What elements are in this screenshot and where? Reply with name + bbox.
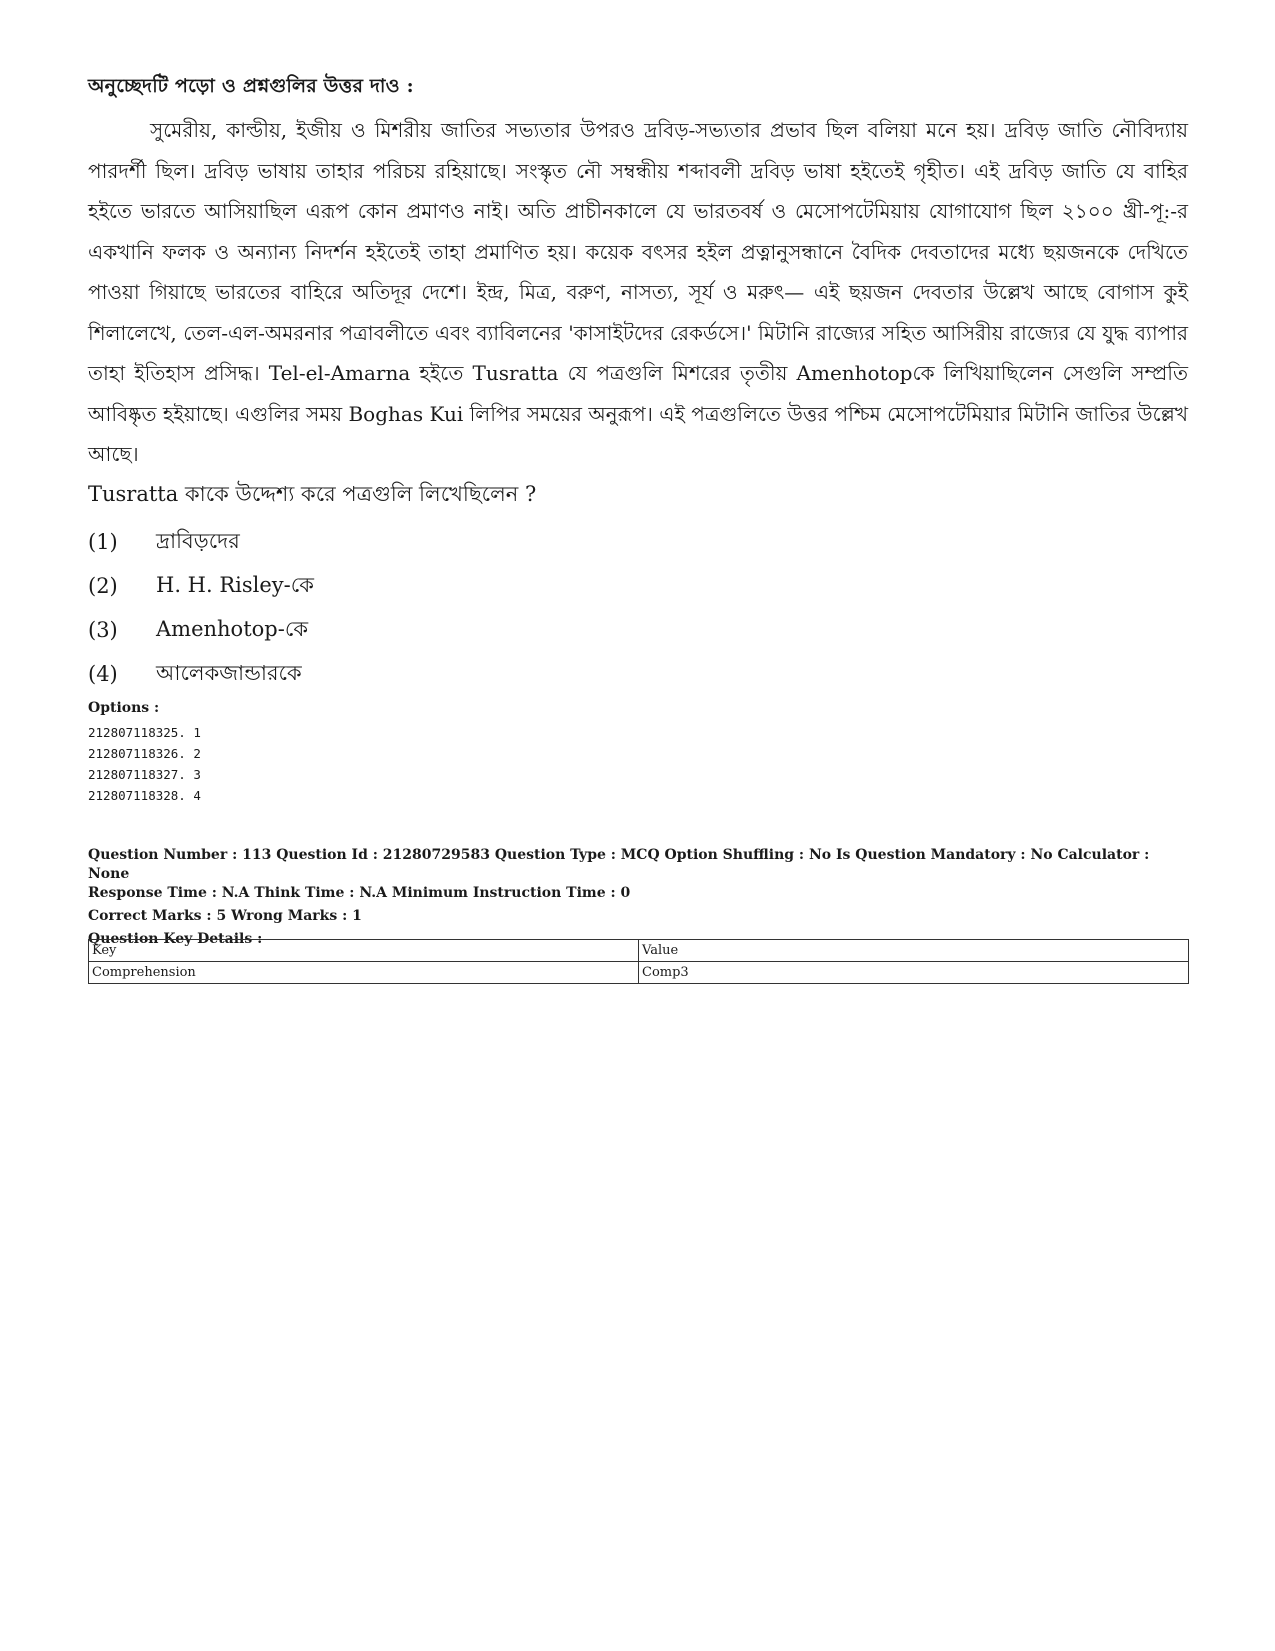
section-heading: অনুচ্ছেদটি পড়ো ও প্রশ্নগুলির উত্তর দাও : xyxy=(88,75,414,97)
choice-3 xyxy=(88,608,314,652)
meta-line-timing: Response Time : N.A Think Time : N.A Minimum Instruction Time : 0 xyxy=(88,885,631,901)
choice-1 xyxy=(88,520,314,564)
choice-number: (3) xyxy=(88,618,118,642)
answer-choices xyxy=(88,520,314,696)
meta-line-key-details: Question Key Details : xyxy=(88,931,263,947)
choice-text: H. H. Risley-কে xyxy=(156,572,314,597)
choice-4 xyxy=(88,652,314,696)
option-id: 212807118327. 3 xyxy=(88,767,201,782)
choice-text: Amenhotop-কে xyxy=(156,616,309,641)
key-details-table xyxy=(88,939,1189,984)
option-id: 212807118328. 4 xyxy=(88,788,201,803)
option-id: 212807118326. 2 xyxy=(88,746,201,761)
choice-number: (2) xyxy=(88,574,118,598)
comprehension-passage: সুমেরীয়, কাল্ডীয়, ইজীয় ও মিশরীয় জাতির সভ্যতার উপরও দ্রবিড়-সভ্যতার প্রভাব ছিল বলিয়া মনে হয়। দ্রবিড় জাতি নৌবিদ্যায় পারদর্শী ছিল। দ্রবিড় ভাষায় তাহার পরিচয় রহিয়াছে। সংস্কৃত নৌ সম্বন্ধীয় শব্দাবলী দ্রবিড় ভাষা হইতেই গৃহীত। এই দ্রবিড় জাতি যে বাহির হইতে ভারতে আসিয়াছিল এরূপ কোন প্রমাণও নাই। অতি প্রাচীনকালে যে ভারতবর্ষ ও মেসোপটেমিয়ায় যোগাযোগ ছিল ২১০০ খ্রী-পূ:-র একখানি ফলক ও অন্যান্য নিদর্শন হইতেই তাহা প্রমাণিত হয়। কয়েক বৎসর হইল প্রত্নানুসন্ধানে বৈদিক দেবতাদের মধ্যে ছয়জনকে দেখিতে পাওয়া গিয়াছে ভারতের বাহিরে অতিদূর দেশে। ইন্দ্র, মিত্র, বরুণ, নাসত্য, সূর্য ও মরুৎ— এই ছয়জন দেবতার উল্লেখ আছে বোগাস কুই শিলালেখে, তেল-এল-অমরনার পত্রাবলীতে এবং ব্যাবিলনের 'কাসাইটদের রেকর্ডসে।' মিটানি রাজ্যের সহিত আসিরীয় রাজ্যের যে যুদ্ধ ব্যাপার তাহা ইতিহাস প্রসিদ্ধ। Tel-el-Amarna হইতে Tusratta যে পত্রগুলি মিশরের তৃতীয় Amenhotopকে লিখিয়াছিলেন সেগুলি সম্প্রতি আবিষ্কৃত হইয়াছে। এগুলির সময় Boghas Kui লিপির সময়ের অনুরূপ। এই পত্রগুলিতে উত্তর পশ্চিম মেসোপটেমিয়ার মিটানি জাতির উল্লেখ আছে। xyxy=(88,118,1188,466)
choice-text: দ্রাবিড়দের xyxy=(156,528,240,553)
question-metadata xyxy=(88,846,1188,953)
table-cell: Comp3 xyxy=(639,962,1189,984)
meta-line-question: Question Number : 113 Question Id : 21280729583 Question Type : MCQ Option Shuffling : No Is Question Mandatory : No Calculator : None xyxy=(88,847,1150,882)
table-header-cell: Key xyxy=(89,940,639,962)
table-header-cell: Value xyxy=(639,940,1189,962)
choice-text: আলেকজান্ডারকে xyxy=(156,660,302,685)
choice-number: (4) xyxy=(88,662,118,686)
option-id: 212807118325. 1 xyxy=(88,725,201,740)
choice-number: (1) xyxy=(88,530,118,554)
table-cell: Comprehension xyxy=(89,962,639,984)
question-text: Tusratta কাকে উদ্দেশ্য করে পত্রগুলি লিখেছিলেন ? xyxy=(88,482,537,506)
meta-line-marks: Correct Marks : 5 Wrong Marks : 1 xyxy=(88,908,362,924)
table-row xyxy=(89,940,1189,962)
option-id-list xyxy=(88,722,201,806)
choice-2 xyxy=(88,564,314,608)
options-label: Options : xyxy=(88,700,160,716)
table-row xyxy=(89,962,1189,984)
